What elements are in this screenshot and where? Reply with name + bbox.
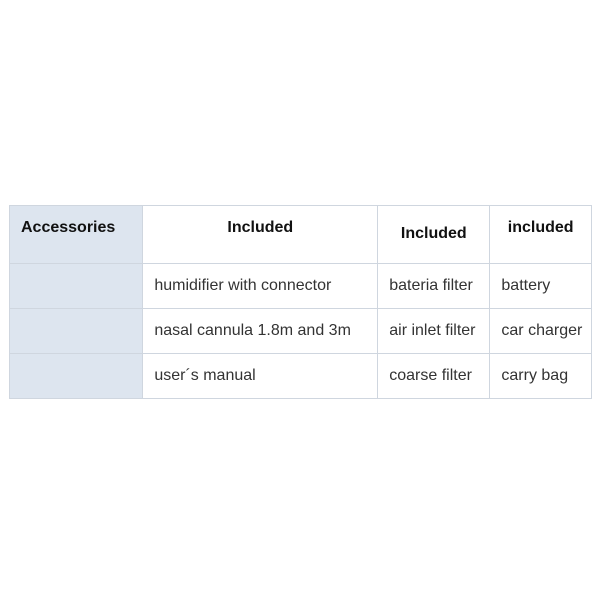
table-row xyxy=(10,264,592,309)
table-cell: nasal cannula 1.8m and 3m xyxy=(143,309,378,354)
table-cell: user´s manual xyxy=(143,354,378,399)
included-header-3: included xyxy=(490,206,592,264)
table-cell: battery xyxy=(490,264,592,309)
included-header-2: Included xyxy=(378,206,490,264)
table-cell: bateria filter xyxy=(378,264,490,309)
included-header-1: Included xyxy=(143,206,378,264)
table-cell: air inlet filter xyxy=(378,309,490,354)
side-empty-cell xyxy=(10,264,143,309)
table-cell: carry bag xyxy=(490,354,592,399)
table-header-row xyxy=(10,206,592,264)
accessories-header-cell: Accessories xyxy=(10,206,143,264)
table-cell: humidifier with connector xyxy=(143,264,378,309)
table-cell: car charger xyxy=(490,309,592,354)
table-row xyxy=(10,309,592,354)
table-cell: coarse filter xyxy=(378,354,490,399)
side-empty-cell xyxy=(10,309,143,354)
table-row xyxy=(10,354,592,399)
accessories-table xyxy=(9,205,592,399)
side-empty-cell xyxy=(10,354,143,399)
